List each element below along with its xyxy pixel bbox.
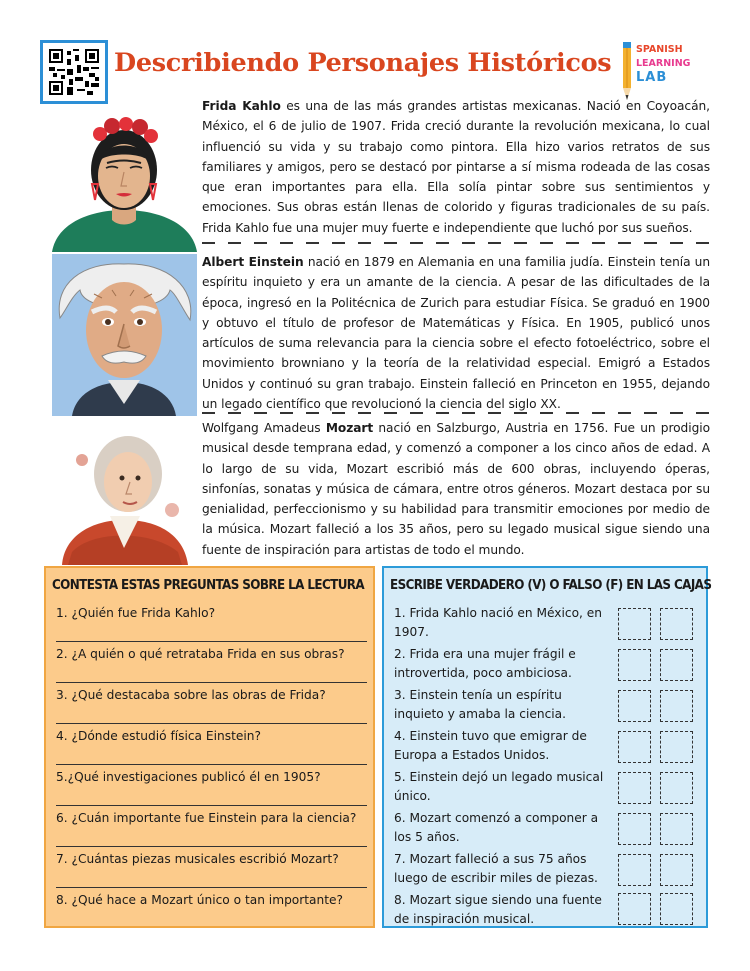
questions-box: [44, 566, 375, 928]
tf-answer-box-3a[interactable]: [618, 690, 651, 722]
reading-einstein: [202, 252, 710, 414]
logo-line-spanish: SPANISH: [636, 44, 683, 55]
tf-answer-box-6a[interactable]: [618, 813, 651, 845]
pencil-icon: [620, 42, 634, 102]
tf-answer-box-5a[interactable]: [618, 772, 651, 804]
question-4: 4. ¿Dónde estudió física Einstein?: [56, 725, 367, 765]
tf-answer-box-7a[interactable]: [618, 854, 651, 886]
frida-kahlo-portrait: [52, 110, 197, 252]
tf-answer-box-8a[interactable]: [618, 893, 651, 925]
reading-mozart-name: Mozart: [325, 421, 374, 435]
tf-answer-box-3b[interactable]: [660, 690, 693, 722]
tf-statement-2: 2. Frida era una mujer frágil e introvertida, poco ambiciosa.: [394, 647, 576, 680]
reading-einstein-text: nació en 1879 en Alemania en una familia judía. Einstein tenía un espíritu inquieto y era un amante de la ciencia. A pesar de las dificultades de la época, ingresó en la Politécnica de Zurich para estudiar Física. Se graduó en 1900 y obtuvo el título de profesor de Matemáticas y Física. En 1905, publicó unos artículos de suma relevancia para la ciencia sobre el efecto fotoeléctrico, sobre el movimiento browniano y la teoría de la relatividad especial. Emigró a Estados Unidos y continuó su gran trabajo. Einstein falleció en Princeton en 1955, dejando un legado científico que revolucionó la ciencia del siglo XX.: [202, 255, 711, 412]
reading-mozart-text: nació en Salzburgo, Austria en 1756. Fue un prodigio musical desde temprana edad, y comenzó a componer a los cinco años de edad. A lo largo de su vida, Mozart escribió más de 600 obras, incluyendo óperas, sinfonías, sonatas y música de cámara, entre otros géneros. Mozart destaca por su genialidad, perfeccionismo y su habilidad para transmitir emociones por medio de la música. Mozart falleció a los 35 años, pero su legado musical sigue siendo una fuente de inspiración para artistas de todo el mundo.: [202, 421, 710, 557]
question-6: 6. ¿Cuán importante fue Einstein para la ciencia?: [56, 807, 367, 847]
questions-title: CONTESTA ESTAS PREGUNTAS SOBRE LA LECTURA: [52, 578, 365, 593]
mozart-portrait: [52, 420, 197, 565]
qr-code: [40, 40, 108, 104]
tf-answer-box-2b[interactable]: [660, 649, 693, 681]
tf-answer-box-6b[interactable]: [660, 813, 693, 845]
page-title: Describiendo Personajes Históricos: [114, 48, 612, 78]
albert-einstein-portrait: [52, 254, 197, 416]
reading-frida: [202, 96, 710, 238]
tf-answer-box-2a[interactable]: [618, 649, 651, 681]
qr-code-icon: [49, 49, 99, 95]
tf-answer-box-1b[interactable]: [660, 608, 693, 640]
tf-answer-box-7b[interactable]: [660, 854, 693, 886]
tf-answer-box-8b[interactable]: [660, 893, 693, 925]
question-5: 5.¿Qué investigaciones publicó él en 1905?: [56, 766, 367, 806]
tf-statement-8: 8. Mozart sigue siendo una fuente de inspiración musical.: [394, 893, 602, 926]
question-1: 1. ¿Quién fue Frida Kahlo?: [56, 602, 367, 642]
tf-statement-5: 5. Einstein dejó un legado musical único.: [394, 770, 604, 803]
tf-statement-6: 6. Mozart comenzó a componer a los 5 años.: [394, 811, 599, 844]
question-8: 8. ¿Qué hace a Mozart único o tan importante?: [56, 893, 343, 907]
tf-answer-box-5b[interactable]: [660, 772, 693, 804]
logo-line-lab: LAB: [636, 70, 668, 85]
tf-answer-box-4b[interactable]: [660, 731, 693, 763]
tf-statement-4: 4. Einstein tuvo que emigrar de Europa a Estados Unidos.: [394, 729, 587, 762]
reading-einstein-name: Albert Einstein: [202, 255, 304, 269]
tf-answer-box-1a[interactable]: [618, 608, 651, 640]
true-false-title: ESCRIBE VERDADERO (V) O FALSO (F) EN LAS CAJAS: [390, 578, 712, 593]
reading-frida-text: es una de las más grandes artistas mexicanas. Nació en Coyoacán, México, el 6 de julio de 1907. Frida creció durante la revolución mexicana, lo cual influenció su vida y su trabajo como pintora. Ella hizo varios retratos de sus familiares y amigos, pero se destacó por pintarse a sí misma rodeada de las cosas que eran importantes para ella. Ella solía pintar sobre sus sentimientos y emociones. Sus obras están llenas de colorido y figuras tradicionales de su país. Frida Kahlo fue una mujer muy fuerte e independiente que luchó por sus sueños.: [202, 99, 710, 235]
tf-statement-1: 1. Frida Kahlo nació en México, en 1907.: [394, 606, 603, 639]
question-3: 3. ¿Qué destacaba sobre las obras de Frida?: [56, 684, 367, 724]
separator-1: [202, 242, 710, 244]
question-7: 7. ¿Cuántas piezas musicales escribió Mozart?: [56, 848, 367, 888]
tf-answer-box-4a[interactable]: [618, 731, 651, 763]
reading-mozart-prefix: Wolfgang Amadeus: [202, 421, 326, 435]
tf-statement-3: 3. Einstein tenía un espíritu inquieto y amaba la ciencia.: [394, 688, 567, 721]
separator-2: [202, 412, 710, 414]
logo-line-learning: LEARNING: [636, 58, 691, 69]
true-false-box: [382, 566, 712, 928]
question-2: 2. ¿A quién o qué retrataba Frida en sus obras?: [56, 643, 367, 683]
reading-mozart: [202, 418, 710, 560]
reading-frida-name: Frida Kahlo: [202, 99, 281, 113]
tf-statement-7: 7. Mozart falleció a sus 75 años luego de escribir miles de piezas.: [394, 852, 598, 885]
